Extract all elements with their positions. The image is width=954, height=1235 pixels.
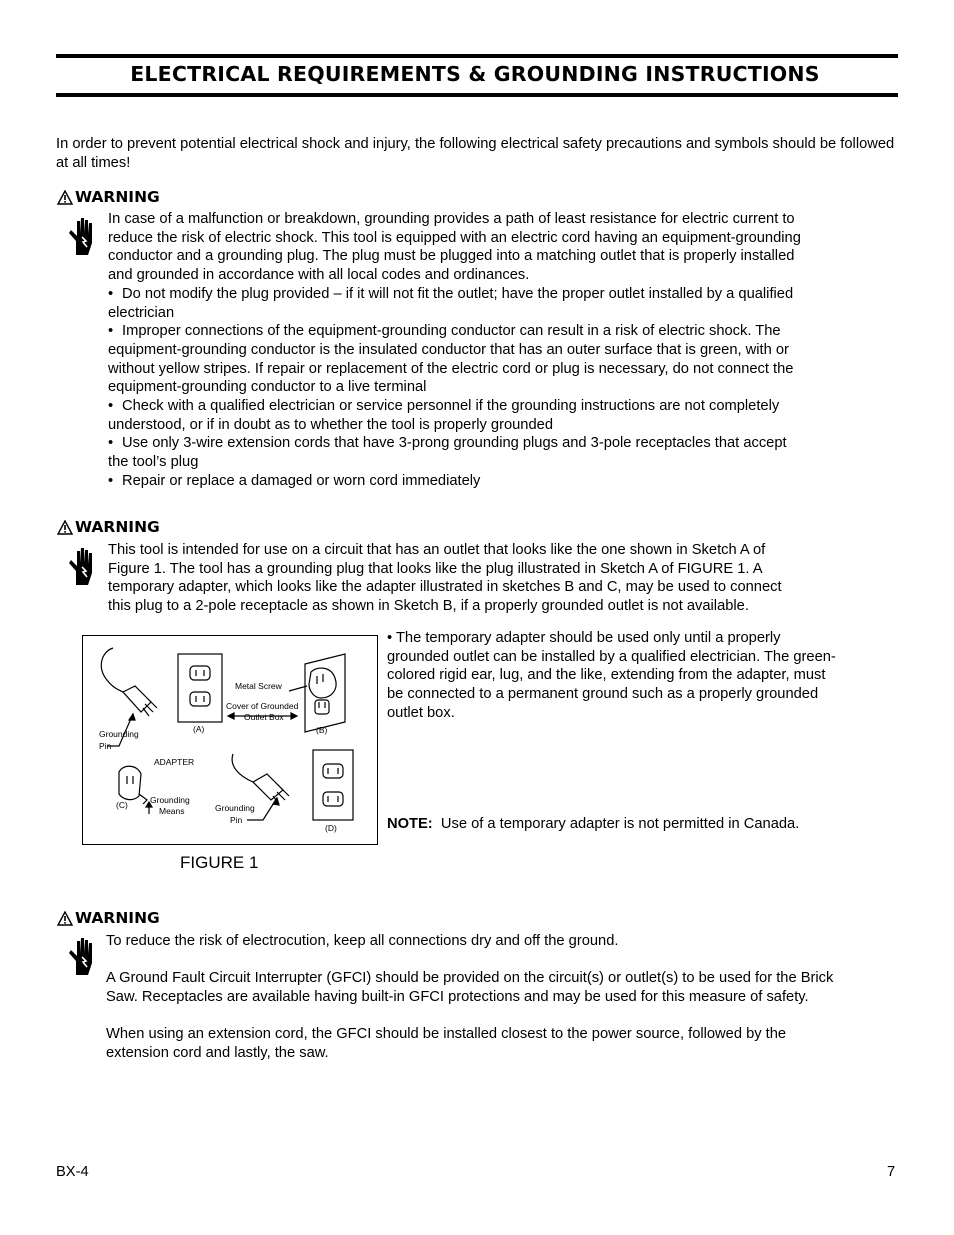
page-title: ELECTRICAL REQUIREMENTS & GROUNDING INSTRUCTIONS <box>130 62 820 86</box>
adapter-label: ADAPTER <box>154 757 195 767</box>
warning-heading-2 <box>57 518 160 536</box>
grounding-pin-label: Grounding <box>215 803 255 813</box>
grounding-means-label: Grounding <box>150 795 190 805</box>
warning-1-paragraph: In case of a malfunction or breakdown, grounding provides a path of least resistance for electric current to reduce the risk of electric shock. This tool is equipped with an electric cord having an equipment-grounding conductor and a grounding plug. The plug must be plugged into a matching outlet that is properly installed and grounded in accordance with all local codes and ordinances. <box>108 211 801 284</box>
sketch-a-label: (A) <box>193 724 205 734</box>
cover-label: Cover of Grounded <box>226 701 299 711</box>
footer-page-number: 7 <box>887 1164 896 1180</box>
shock-hand-icon <box>66 545 100 587</box>
note-label: NOTE: <box>387 816 433 832</box>
warning-2-paragraph: This tool is intended for use on a circuit that has an outlet that looks like the one shown in Sketch A of Figure 1. The tool has a grounding plug that looks like the plug illustrated in Sketch A of FIGURE 1. A temporary adapter, which looks like the adapter illustrated in sketches B and C, may be used to connect this plug to a 2-pole receptacle as shown in Sketch B, if a properly grounded outlet is not available. <box>108 542 782 615</box>
note-text: Use of a temporary adapter is not permitted in Canada. <box>440 816 800 832</box>
warning-3-paragraph: To reduce the risk of electrocution, keep all connections dry and off the ground. <box>106 933 619 949</box>
canada-note <box>387 816 799 832</box>
grounding-pin-label: Grounding <box>99 729 139 739</box>
list-item: • Improper connections of the equipment-grounding conductor can result in a risk of electric shock. The equipment-grounding conductor is the insulated conductor that has an outer surface that is green, with or without yellow stripes. If repair or replacement of the electric cord or plug is necessary, do not connect the equipment-grounding conductor to a live terminal <box>108 323 794 396</box>
warning-triangle-icon <box>57 190 73 205</box>
sketch-c-label: (C) <box>116 800 128 810</box>
adapter-note: • The temporary adapter should be used only until a properly grounded outlet can be installed by a qualified electrician. The green-colored rigid ear, lug, and the like, extending from the adapter, must be connected to a permanent ground such as a properly grounded outlet box. <box>387 630 836 721</box>
warning-2-body <box>108 541 808 616</box>
warning-3-paragraph: When using an extension cord, the GFCI should be installed closest to the power source, followed by the extension cord and lastly, the saw. <box>106 1026 787 1062</box>
warning-triangle-icon <box>57 520 73 535</box>
figure-1-illustration <box>82 635 378 845</box>
metal-screw-label: Metal Screw <box>235 681 282 691</box>
grounding-means-label: Means <box>159 806 185 816</box>
warning-triangle-icon <box>57 911 73 926</box>
intro-paragraph: In order to prevent potential electrical shock and injury, the following electrical safety precautions and symbols should be followed at all times! <box>56 136 895 171</box>
list-item: • Check with a qualified electrician or service personnel if the grounding instructions are not completely understood, or if in doubt as to whether the tool is properly grounded <box>108 398 780 433</box>
warning-label: WARNING <box>75 188 160 206</box>
warning-1-body <box>108 210 808 491</box>
figure-caption: FIGURE 1 <box>180 853 259 872</box>
warning-3-body <box>106 932 836 1063</box>
shock-hand-icon <box>66 935 100 977</box>
cover-label: Outlet Box <box>244 712 284 722</box>
warning-label: WARNING <box>75 909 160 927</box>
list-item: • Do not modify the plug provided – if it will not fit the outlet; have the proper outlet installed by a qualified electrician <box>108 285 794 321</box>
sketch-d-label: (D) <box>325 823 337 833</box>
grounding-pin-label: Pin <box>99 741 112 751</box>
grounded-outlet-sketch-a <box>178 654 222 722</box>
grounded-outlet-sketch-d <box>313 750 353 820</box>
sketch-b-label: (B) <box>316 725 328 735</box>
footer-model: BX-4 <box>56 1164 89 1180</box>
warning-3-paragraph: A Ground Fault Circuit Interrupter (GFCI) should be provided on the circuit(s) or outlet(s) to be used for the Brick Saw. Receptacles are available having built-in GFCI protections and may be used for this measure of safety. <box>106 970 834 1006</box>
warning-label: WARNING <box>75 518 160 536</box>
warning-heading-1 <box>57 188 160 206</box>
shock-hand-icon <box>66 215 100 257</box>
warning-1-bullet-list <box>108 285 808 491</box>
grounding-pin-label: Pin <box>230 815 243 825</box>
list-item: • Use only 3-wire extension cords that have 3-prong grounding plugs and 3-pole receptacles that accept the tool’s plug <box>108 435 787 471</box>
warning-heading-3 <box>57 909 160 927</box>
list-item: • Repair or replace a damaged or worn cord immediately <box>108 472 481 489</box>
